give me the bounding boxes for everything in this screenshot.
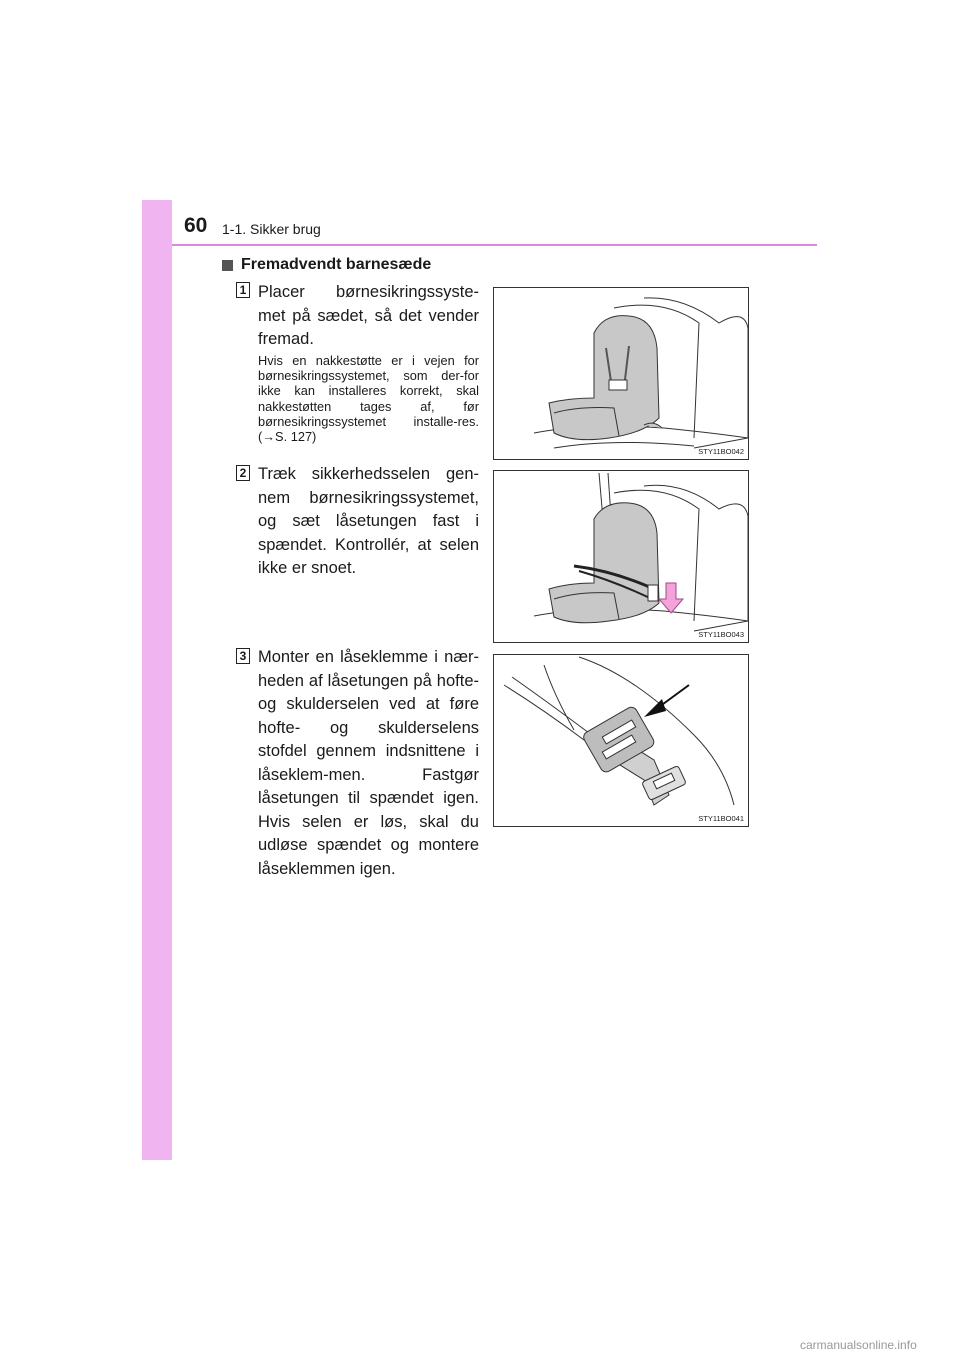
seatbelt-routing-illustration — [494, 471, 749, 643]
figure-locking-clip — [493, 654, 749, 827]
figure-3-code: STY11BO041 — [698, 814, 744, 823]
figure-2-code: STY11BO043 — [698, 630, 744, 639]
figure-child-seat-placed — [493, 287, 749, 460]
chapter-title: 1-1. Sikker brug — [222, 221, 321, 237]
child-seat-illustration — [494, 288, 749, 460]
step-1-badge: 1 — [236, 282, 250, 298]
step-1-text: Placer børnesikringssyste-met på sædet, så det vender fremad. — [258, 283, 479, 348]
step-1-note: Hvis en nakkestøtte er i vejen for børnesikringssystemet, som der-for ikke kan installeres korrekt, skal nakkestøtten tages af, før børnesikringssystemet installe-res. (→S. 127) — [258, 353, 479, 445]
side-tab-bar — [142, 200, 172, 1160]
watermark: carmanualsonline.info — [800, 1338, 917, 1352]
page-number: 60 — [184, 214, 208, 237]
section-heading — [222, 256, 431, 274]
section-heading-text: Fremadvendt barnesæde — [241, 256, 432, 273]
step-2-text: Træk sikkerhedsselen gen-nem børnesikringssystemet, og sæt låsetungen fast i spændet. Kontrollér, at selen ikke er snoet. — [258, 465, 479, 577]
step-3-badge: 3 — [236, 648, 250, 664]
locking-clip-illustration — [494, 655, 749, 827]
figure-1-code: STY11BO042 — [698, 447, 744, 456]
header-divider — [172, 244, 817, 246]
step-2-badge: 2 — [236, 465, 250, 481]
step-3-text: Monter en låseklemme i nær-heden af låsetungen på hofte- og skulderselen ved at føre hofte- og skulderselens stofdel gennem indsnittene i låseklem-men. Fastgør låsetungen til spændet igen. Hvis selen er løs, skal du udløse spændet og montere låseklemmen igen. — [258, 648, 479, 878]
figure-belt-through-seat — [493, 470, 749, 643]
square-bullet-icon — [222, 260, 233, 271]
